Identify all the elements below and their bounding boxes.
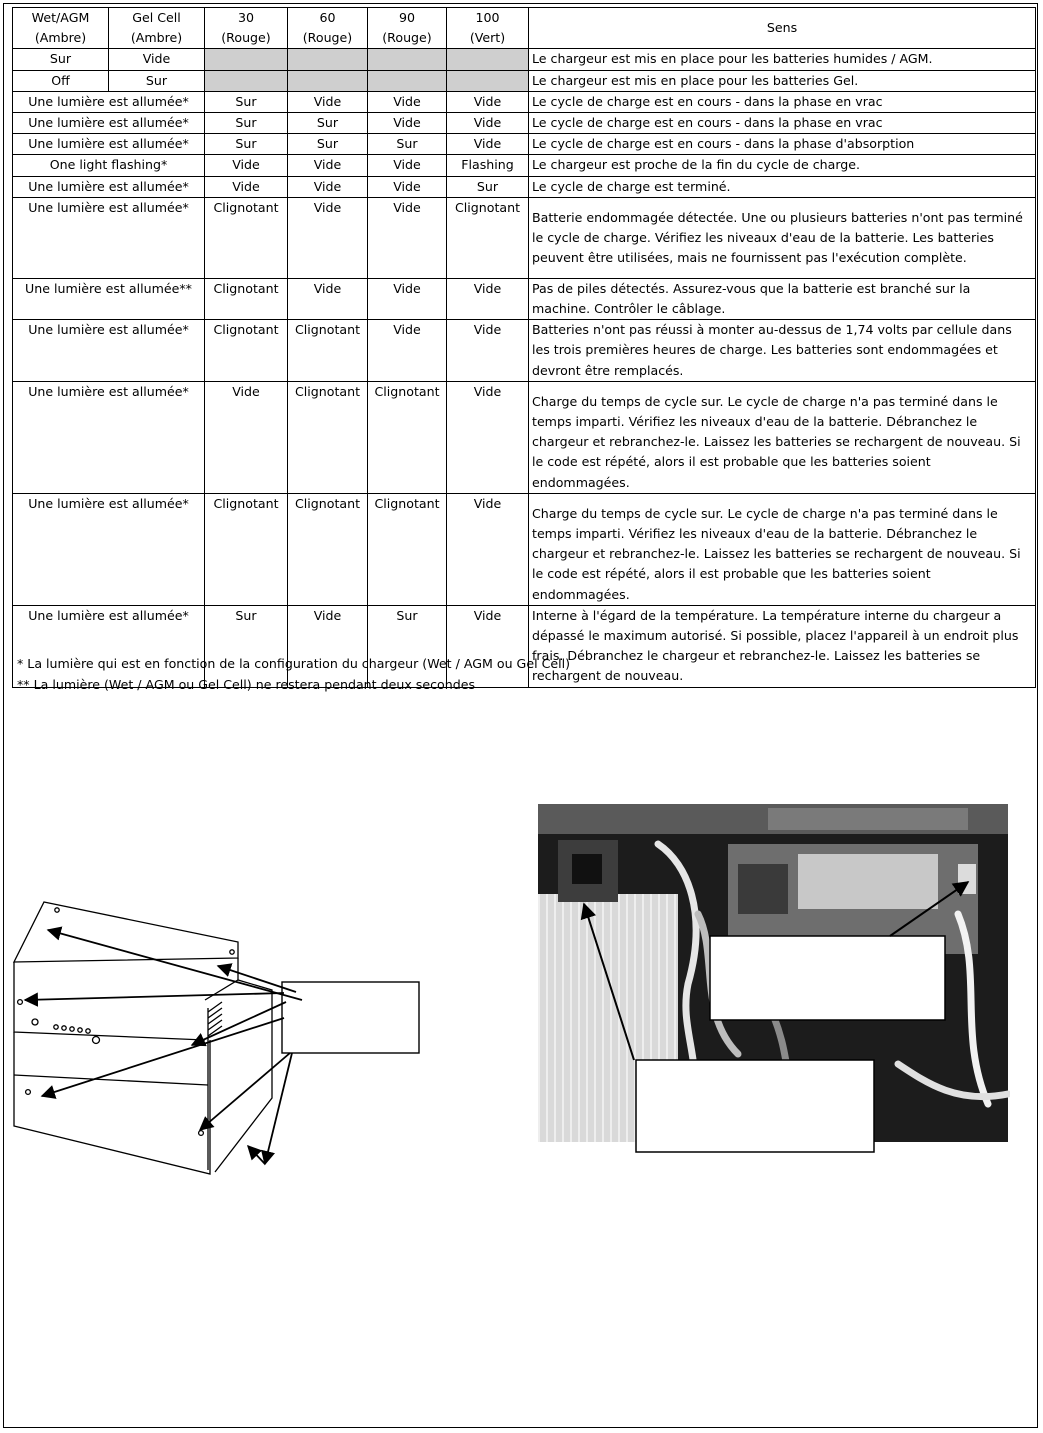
cell-90: Vide xyxy=(368,197,447,278)
cell-sens: Charge du temps de cycle sur. Le cycle de charge n'a pas terminé dans le temps imparti. Vérifiez les niveaux d'eau de la batterie. Débranchez le chargeur et rebranchez-le. Laissez les batteries se rechargent de nouveau. Si le code est répété, alors il est probable que les batteries soient endommagées. xyxy=(529,381,1036,493)
led-status-table xyxy=(12,7,1036,688)
table-row xyxy=(13,176,1036,197)
cell-wet-agm: Off xyxy=(13,70,109,91)
callout-box-right-top xyxy=(710,936,945,1020)
cell-90: Vide xyxy=(368,176,447,197)
cell-light-config: Une lumière est allumée* xyxy=(13,381,205,493)
cell-100: Clignotant xyxy=(447,197,529,278)
cell-60: Clignotant xyxy=(288,320,368,382)
header-sens: Sens xyxy=(529,8,1036,49)
cell-blank xyxy=(368,49,447,70)
cell-light-config: Une lumière est allumée* xyxy=(13,493,205,605)
cell-sens: Le chargeur est mis en place pour les batteries humides / AGM. xyxy=(529,49,1036,70)
cell-light-config: Une lumière est allumée* xyxy=(13,197,205,278)
cell-wet-agm: Sur xyxy=(13,49,109,70)
cell-30: Clignotant xyxy=(205,278,288,319)
cell-60: Vide xyxy=(288,605,368,687)
table-row xyxy=(13,320,1036,382)
cell-90: Vide xyxy=(368,278,447,319)
cell-sens: Le cycle de charge est en cours - dans la phase en vrac xyxy=(529,91,1036,112)
cell-30: Vide xyxy=(205,381,288,493)
cell-blank xyxy=(447,49,529,70)
cell-30: Sur xyxy=(205,134,288,155)
callout-box-left xyxy=(282,982,419,1053)
table-row xyxy=(13,113,1036,134)
cell-90: Sur xyxy=(368,134,447,155)
cell-100: Vide xyxy=(447,91,529,112)
cell-30: Vide xyxy=(205,155,288,176)
cell-gel-cell: Sur xyxy=(109,70,205,91)
header-wet-agm: Wet/AGM (Ambre) xyxy=(13,8,109,49)
cell-60: Vide xyxy=(288,155,368,176)
cell-sens: Pas de piles détectés. Assurez-vous que la batterie est branché sur la machine. Contrôler le câblage. xyxy=(529,278,1036,319)
cell-100: Vide xyxy=(447,320,529,382)
table-row xyxy=(13,49,1036,70)
cell-100: Vide xyxy=(447,493,529,605)
cell-100: Vide xyxy=(447,113,529,134)
header-60: 60 (Rouge) xyxy=(288,8,368,49)
cell-60: Sur xyxy=(288,134,368,155)
cell-100: Sur xyxy=(447,176,529,197)
cell-30: Clignotant xyxy=(205,320,288,382)
cell-100: Vide xyxy=(447,605,529,687)
cell-30: Clignotant xyxy=(205,493,288,605)
cell-60: Vide xyxy=(288,91,368,112)
table-row xyxy=(13,197,1036,278)
cell-light-config: Une lumière est allumée* xyxy=(13,113,205,134)
table-row xyxy=(13,278,1036,319)
cell-90: Sur xyxy=(368,605,447,687)
header-gel-cell: Gel Cell (Ambre) xyxy=(109,8,205,49)
cell-blank xyxy=(288,70,368,91)
cell-light-config: Une lumière est allumée* xyxy=(13,605,205,687)
cell-90: Vide xyxy=(368,320,447,382)
table-row xyxy=(13,381,1036,493)
cell-60: Vide xyxy=(288,176,368,197)
table-row xyxy=(13,134,1036,155)
cell-60: Clignotant xyxy=(288,381,368,493)
cell-30: Sur xyxy=(205,91,288,112)
cell-blank xyxy=(368,70,447,91)
table-row xyxy=(13,493,1036,605)
cell-90: Vide xyxy=(368,155,447,176)
cell-sens: Le chargeur est mis en place pour les batteries Gel. xyxy=(529,70,1036,91)
cell-30: Clignotant xyxy=(205,197,288,278)
cell-blank xyxy=(447,70,529,91)
cell-30: Vide xyxy=(205,176,288,197)
table-header-row xyxy=(13,8,1036,49)
cell-sens: Interne à l'égard de la température. La température interne du chargeur a dépassé le maximum autorisé. Si possible, placez l'appareil à un endroit plus frais. Débranchez le chargeur et rebranchez-le. Laissez les batteries se rechargent de nouveau. xyxy=(529,605,1036,687)
charger-housing-diagram xyxy=(10,890,430,1190)
cell-90: Vide xyxy=(368,113,447,134)
cell-light-config: Une lumière est allumée** xyxy=(13,278,205,319)
footnote-single: * La lumière qui est en fonction de la configuration du chargeur (Wet / AGM ou Gel Cell) xyxy=(17,656,571,671)
header-90: 90 (Rouge) xyxy=(368,8,447,49)
cell-light-config: Une lumière est allumée* xyxy=(13,91,205,112)
cell-100: Flashing xyxy=(447,155,529,176)
cell-100: Vide xyxy=(447,381,529,493)
charger-interior-photo xyxy=(538,804,1010,1154)
cell-90: Clignotant xyxy=(368,493,447,605)
cell-light-config: Une lumière est allumée* xyxy=(13,320,205,382)
header-30: 30 (Rouge) xyxy=(205,8,288,49)
footnote-double: ** La lumière (Wet / AGM ou Gel Cell) ne restera pendant deux secondes xyxy=(17,677,476,692)
cell-blank xyxy=(205,70,288,91)
table-row xyxy=(13,155,1036,176)
cell-60: Vide xyxy=(288,197,368,278)
cell-30: Sur xyxy=(205,113,288,134)
cell-blank xyxy=(205,49,288,70)
cell-sens: Charge du temps de cycle sur. Le cycle de charge n'a pas terminé dans le temps imparti. Vérifiez les niveaux d'eau de la batterie. Débranchez le chargeur et rebranchez-le. Laissez les batteries se rechargent de nouveau. Si le code est répété, alors il est probable que les batteries soient endommagées. xyxy=(529,493,1036,605)
cell-sens: Batteries n'ont pas réussi à monter au-dessus de 1,74 volts par cellule dans les trois premières heures de charge. Les batteries sont endommagées et devront être remplacés. xyxy=(529,320,1036,382)
cell-gel-cell: Vide xyxy=(109,49,205,70)
cell-60: Vide xyxy=(288,278,368,319)
cell-sens: Le chargeur est proche de la fin du cycle de charge. xyxy=(529,155,1036,176)
callout-box-right-bottom xyxy=(636,1060,874,1152)
cell-30: Sur xyxy=(205,605,288,687)
cell-sens: Le cycle de charge est terminé. xyxy=(529,176,1036,197)
table-row xyxy=(13,91,1036,112)
cell-60: Clignotant xyxy=(288,493,368,605)
cell-60: Sur xyxy=(288,113,368,134)
header-100: 100 (Vert) xyxy=(447,8,529,49)
cell-90: Vide xyxy=(368,91,447,112)
cell-light-config: One light flashing* xyxy=(13,155,205,176)
cell-light-config: Une lumière est allumée* xyxy=(13,176,205,197)
cell-sens: Le cycle de charge est en cours - dans la phase d'absorption xyxy=(529,134,1036,155)
cell-sens: Le cycle de charge est en cours - dans la phase en vrac xyxy=(529,113,1036,134)
cell-blank xyxy=(288,49,368,70)
cell-100: Vide xyxy=(447,134,529,155)
cell-sens: Batterie endommagée détectée. Une ou plusieurs batteries n'ont pas terminé le cycle de charge. Vérifiez les niveaux d'eau de la batterie. Les batteries peuvent être utilisées, mais ne fournissent pas l'exécution complète. xyxy=(529,197,1036,278)
cell-100: Vide xyxy=(447,278,529,319)
table-row xyxy=(13,70,1036,91)
cell-90: Clignotant xyxy=(368,381,447,493)
cell-light-config: Une lumière est allumée* xyxy=(13,134,205,155)
